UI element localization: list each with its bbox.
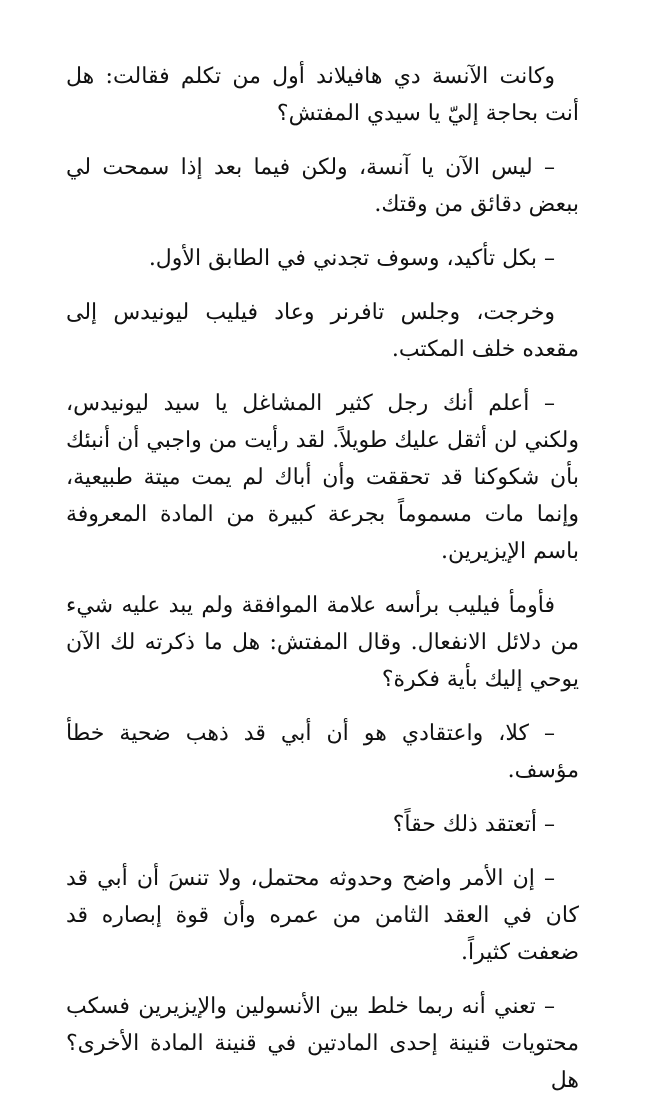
paragraph-8: – أتعتقد ذلك حقاً؟ (392, 812, 555, 837)
paragraph-3: – بكل تأكيد، وسوف تجدني في الطابق الأول. (148, 246, 555, 271)
paragraph-2: – ليس الآن يا آنسة، ولكن فيما بعد إذا سمحت لي ببعض دقائق من وقتك. (66, 155, 579, 217)
paragraph-9: – إن الأمر واضح وحدوثه محتمل، ولا تنسَ أن أبي قد كان في العقد الثامن من عمره وأن قوة إبصاره قد ضعفت كثيراً. (66, 866, 579, 965)
paragraph-7: – كلا، واعتقادي هو أن أبي قد ذهب ضحية خطأ مؤسف. (66, 721, 579, 783)
paragraph-4: وخرجت، وجلس تافرنر وعاد فيليب ليونيدس إلى مقعده خلف المكتب. (66, 300, 579, 362)
paragraph-1: وكانت الآنسة دي هافيلاند أول من تكلم فقالت: هل أنت بحاجة إليّ يا سيدي المفتش؟ (66, 64, 579, 126)
paragraph-6: فأومأ فيليب برأسه علامة الموافقة ولم يبد عليه شيء من دلائل الانفعال. وقال المفتش: هل ما ذكرته لك الآن يوحي إليك بأية فكرة؟ (66, 593, 579, 692)
paragraph-5: – أعلم أنك رجل كثير المشاغل يا سيد ليونيدس، ولكني لن أثقل عليك طويلاً. لقد رأيت من واجبي أن أنبئك بأن شكوكنا قد تحققت وأن أباك لم يمت ميتة طبيعية، وإنما مات مسموماً بجرعة كبيرة من المادة المعروفة باسم الإيزيرين. (66, 391, 579, 564)
paragraph-10: – تعني أنه ربما خلط بين الأنسولين والإيزيرين فسكب محتويات قنينة إحدى المادتين في قنينة المادة الأخرى؟ هل (66, 994, 579, 1093)
